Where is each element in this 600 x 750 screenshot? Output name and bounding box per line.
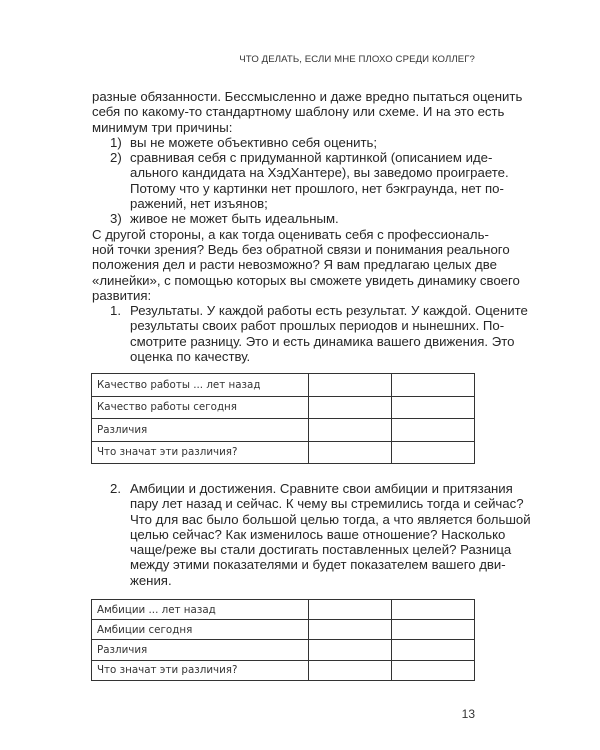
list-number: 1) (110, 134, 122, 150)
row-label: Качество работы сегодня (92, 396, 309, 419)
text-line: ной точки зрения? Ведь без обратной связи и понимания реального (92, 241, 510, 257)
list-item (92, 135, 475, 150)
blank-cell[interactable] (392, 620, 475, 640)
text-line: ального кандидата на ХэдХантере), вы заведомо проиграете. (130, 165, 509, 181)
blank-cell[interactable] (392, 441, 475, 464)
text-line: Что для вас было большой целью тогда, а что является большой (130, 511, 531, 527)
text-line: целью сейчас? Как изменилось ваше отношение? Насколько (130, 526, 506, 542)
page-number: 13 (461, 707, 475, 721)
list-item (92, 150, 509, 212)
text-line: положения дел и расти невозможно? Я вам предлагаю целых две (92, 257, 497, 273)
blank-cell[interactable] (309, 419, 392, 442)
text-line: пару лет назад и сейчас. К чему вы стремились тогда и сейчас? (130, 496, 524, 512)
text-line: С другой стороны, а как тогда оценивать себя с профессиональ- (92, 226, 489, 242)
blank-cell[interactable] (392, 396, 475, 419)
list-item (92, 481, 531, 588)
table-row (92, 660, 475, 680)
point-2 (92, 481, 531, 588)
paragraph-other-side (92, 226, 520, 303)
text-line: результаты своих работ прошлых периодов и нынешних. По- (130, 318, 505, 334)
text-line: живое не может быть идеальным. (130, 211, 339, 227)
list-item (92, 211, 475, 226)
blank-cell[interactable] (309, 620, 392, 640)
blank-cell[interactable] (392, 374, 475, 397)
list-number: 2) (110, 150, 122, 166)
row-label: Амбиции сегодня (92, 620, 309, 640)
row-label: Амбиции ... лет назад (92, 600, 309, 620)
row-label: Что значат эти различия? (92, 660, 309, 680)
ambitions-table (91, 599, 475, 681)
running-header: ЧТО ДЕЛАТЬ, ЕСЛИ МНЕ ПЛОХО СРЕДИ КОЛЛЕГ? (239, 54, 475, 65)
text-line: Потому что у картинки нет прошлого, нет бэкграунда, нет по- (130, 180, 504, 196)
text-line: Результаты. У каждой работы есть результат. У каждой. Оцените (130, 303, 528, 319)
blank-cell[interactable] (309, 660, 392, 680)
blank-cell[interactable] (392, 600, 475, 620)
text-line: жения. (130, 572, 172, 588)
list-number: 3) (110, 211, 122, 227)
text-line: между этими показателями и будет показателем вашего дви- (130, 557, 506, 573)
text-line: вы не можете объективно себя оценить; (130, 134, 378, 150)
table-row (92, 640, 475, 660)
blank-cell[interactable] (309, 640, 392, 660)
table-row (92, 374, 475, 397)
row-label: Различия (92, 419, 309, 442)
intro-paragraph (92, 89, 523, 135)
list-number: 2. (110, 481, 121, 496)
table-row (92, 600, 475, 620)
text-line: чаще/реже вы стали достигать поставленных целей? Разница (130, 542, 512, 558)
text-line: смотрите разницу. Это и есть динамика вашего движения. Это (130, 333, 515, 349)
blank-cell[interactable] (309, 396, 392, 419)
table-row (92, 396, 475, 419)
blank-cell[interactable] (392, 419, 475, 442)
text-line: разные обязанности. Бессмысленно и даже вредно пытаться оценить (92, 89, 523, 104)
text-line: развития: (92, 287, 152, 303)
blank-cell[interactable] (309, 600, 392, 620)
blank-cell[interactable] (392, 660, 475, 680)
text-line: Амбиции и достижения. Сравните свои амбиции и притязания (130, 481, 513, 496)
text-line: оценка по качеству. (130, 349, 251, 365)
row-label: Различия (92, 640, 309, 660)
table-row (92, 419, 475, 442)
blank-cell[interactable] (309, 441, 392, 464)
table-row (92, 441, 475, 464)
row-label: Что значат эти различия? (92, 441, 309, 464)
list-item (92, 303, 528, 365)
table-row (92, 620, 475, 640)
text-line: себя по какому-то стандартному шаблону или схеме. И на это есть (92, 104, 505, 120)
blank-cell[interactable] (309, 374, 392, 397)
text-line: «линейки», с помощью которых вы сможете увидеть динамику своего (92, 272, 520, 288)
text-line: ражений, нет изъянов; (130, 196, 268, 212)
text-line: сравнивая себя с придуманной картинкой (описанием иде- (130, 150, 493, 166)
point-1 (92, 303, 528, 365)
row-label: Качество работы ... лет назад (92, 374, 309, 397)
reasons-list (92, 134, 509, 227)
list-number: 1. (110, 303, 121, 319)
text-line: минимум три причины: (92, 119, 233, 135)
blank-cell[interactable] (392, 640, 475, 660)
quality-table (91, 373, 475, 464)
